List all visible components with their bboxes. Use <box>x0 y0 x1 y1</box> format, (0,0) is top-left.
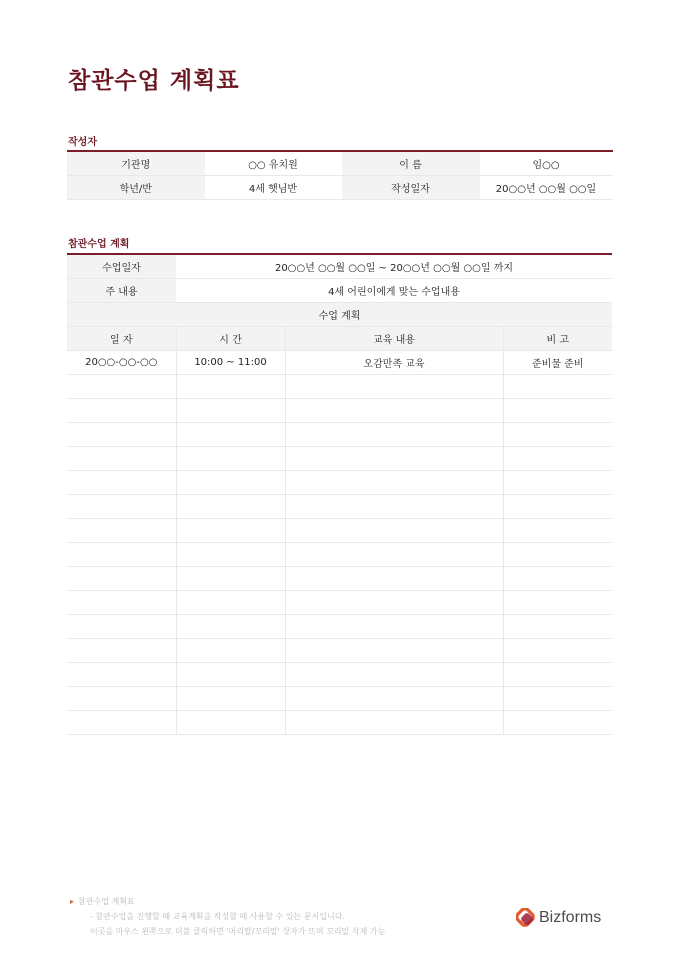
cell-note[interactable] <box>503 711 612 735</box>
plan-row <box>67 471 612 495</box>
plan-row <box>67 447 612 471</box>
cell-content[interactable] <box>285 687 503 711</box>
column-header-row <box>67 327 612 351</box>
cell-date[interactable] <box>67 519 176 543</box>
cell-date[interactable] <box>67 423 176 447</box>
plan-row <box>67 615 612 639</box>
cell-content[interactable]: 오감만족 교육 <box>285 351 503 375</box>
cell-note[interactable] <box>503 615 612 639</box>
content-row <box>67 279 612 303</box>
plan-row <box>67 351 612 375</box>
plan-row <box>67 639 612 663</box>
author-row-1 <box>67 151 612 176</box>
plan-row <box>67 519 612 543</box>
cell-time[interactable] <box>176 519 285 543</box>
cell-time[interactable] <box>176 663 285 687</box>
cell-content[interactable] <box>285 375 503 399</box>
plan-row <box>67 663 612 687</box>
label-date: 작성일자 <box>341 176 480 200</box>
author-section-heading: 작성자 <box>68 137 97 148</box>
cell-note[interactable]: 준비물 준비 <box>503 351 612 375</box>
cell-note[interactable] <box>503 687 612 711</box>
plan-row <box>67 711 612 735</box>
cell-time[interactable] <box>176 471 285 495</box>
cell-time[interactable] <box>176 375 285 399</box>
cell-note[interactable] <box>503 519 612 543</box>
bizforms-logo <box>516 908 601 928</box>
value-content[interactable]: 4세 어린이에게 맞는 수업내용 <box>176 279 612 303</box>
cell-content[interactable] <box>285 711 503 735</box>
cell-content[interactable] <box>285 615 503 639</box>
footer-line-2[interactable]: 이곳을 마우스 왼쪽으로 더블 클릭하면 '머리말/꼬리말' 상자가 뜨며 꼬리말 삭제 가능 <box>90 927 386 936</box>
plan-row <box>67 399 612 423</box>
col-date: 일 자 <box>67 327 176 351</box>
value-name[interactable]: 임○○ <box>480 151 612 176</box>
cell-note[interactable] <box>503 447 612 471</box>
plan-row <box>67 495 612 519</box>
cell-date[interactable] <box>67 375 176 399</box>
footer-line-1: - 참관수업을 진행할 때 교육계획을 작성할 때 사용할 수 있는 문서입니다. <box>90 912 345 921</box>
cell-time[interactable] <box>176 687 285 711</box>
cell-date[interactable] <box>67 663 176 687</box>
label-period: 수업일자 <box>67 254 176 279</box>
cell-content[interactable] <box>285 495 503 519</box>
value-period[interactable]: 20○○년 ○○월 ○○일 ~ 20○○년 ○○월 ○○일 까지 <box>176 254 612 279</box>
cell-date[interactable] <box>67 399 176 423</box>
plan-row <box>67 687 612 711</box>
author-row-2 <box>67 176 612 200</box>
period-row <box>67 254 612 279</box>
cell-date[interactable] <box>67 711 176 735</box>
plan-header: 수업 계획 <box>67 303 612 327</box>
cell-date[interactable] <box>67 495 176 519</box>
cell-content[interactable] <box>285 423 503 447</box>
cell-time[interactable] <box>176 711 285 735</box>
cell-time[interactable] <box>176 447 285 471</box>
cell-date[interactable] <box>67 687 176 711</box>
cell-content[interactable] <box>285 447 503 471</box>
col-note: 비 고 <box>503 327 612 351</box>
cell-content[interactable] <box>285 663 503 687</box>
plan-section-heading: 참관수업 계획 <box>68 239 130 250</box>
value-institution[interactable]: ○○ 유치원 <box>205 151 341 176</box>
cell-note[interactable] <box>503 495 612 519</box>
bizforms-logo-icon <box>516 908 536 928</box>
cell-content[interactable] <box>285 471 503 495</box>
author-table <box>67 150 613 200</box>
cell-note[interactable] <box>503 567 612 591</box>
cell-date[interactable] <box>67 447 176 471</box>
cell-date[interactable] <box>67 591 176 615</box>
cell-note[interactable] <box>503 471 612 495</box>
cell-content[interactable] <box>285 399 503 423</box>
cell-note[interactable] <box>503 591 612 615</box>
arrow-icon: ▸ <box>70 897 75 906</box>
page-title: 참관수업 계획표 <box>68 68 240 94</box>
value-date[interactable]: 20○○년 ○○월 ○○일 <box>480 176 612 200</box>
cell-note[interactable] <box>503 423 612 447</box>
footer-title: 참관수업 계획표 <box>78 897 135 906</box>
cell-date[interactable] <box>67 543 176 567</box>
plan-row <box>67 543 612 567</box>
label-name: 이 름 <box>341 151 480 176</box>
cell-date[interactable] <box>67 567 176 591</box>
cell-time[interactable] <box>176 423 285 447</box>
plan-header-row <box>67 303 612 327</box>
cell-content[interactable] <box>285 567 503 591</box>
col-time: 시 간 <box>176 327 285 351</box>
cell-note[interactable] <box>503 543 612 567</box>
cell-content[interactable] <box>285 543 503 567</box>
cell-time[interactable] <box>176 567 285 591</box>
cell-time[interactable]: 10:00 ~ 11:00 <box>176 351 285 375</box>
cell-time[interactable] <box>176 399 285 423</box>
cell-date[interactable] <box>67 639 176 663</box>
cell-date[interactable] <box>67 615 176 639</box>
footer <box>70 894 385 939</box>
cell-time[interactable] <box>176 543 285 567</box>
plan-row <box>67 567 612 591</box>
cell-note[interactable] <box>503 639 612 663</box>
logo-text: Bizforms <box>539 909 602 926</box>
cell-time[interactable] <box>176 591 285 615</box>
cell-time[interactable] <box>176 615 285 639</box>
cell-note[interactable] <box>503 663 612 687</box>
cell-time[interactable] <box>176 495 285 519</box>
label-class: 학년/반 <box>67 176 205 200</box>
cell-date[interactable] <box>67 471 176 495</box>
cell-time[interactable] <box>176 639 285 663</box>
plan-row <box>67 591 612 615</box>
value-class[interactable]: 4세 햇님반 <box>205 176 341 200</box>
label-institution: 기관명 <box>67 151 205 176</box>
col-content: 교육 내용 <box>285 327 503 351</box>
plan-row <box>67 423 612 447</box>
plan-table <box>67 253 612 735</box>
cell-note[interactable] <box>503 399 612 423</box>
cell-date[interactable]: 20○○-○○-○○ <box>67 351 176 375</box>
label-content: 주 내용 <box>67 279 176 303</box>
cell-note[interactable] <box>503 375 612 399</box>
plan-row <box>67 375 612 399</box>
cell-content[interactable] <box>285 591 503 615</box>
cell-content[interactable] <box>285 519 503 543</box>
cell-content[interactable] <box>285 639 503 663</box>
